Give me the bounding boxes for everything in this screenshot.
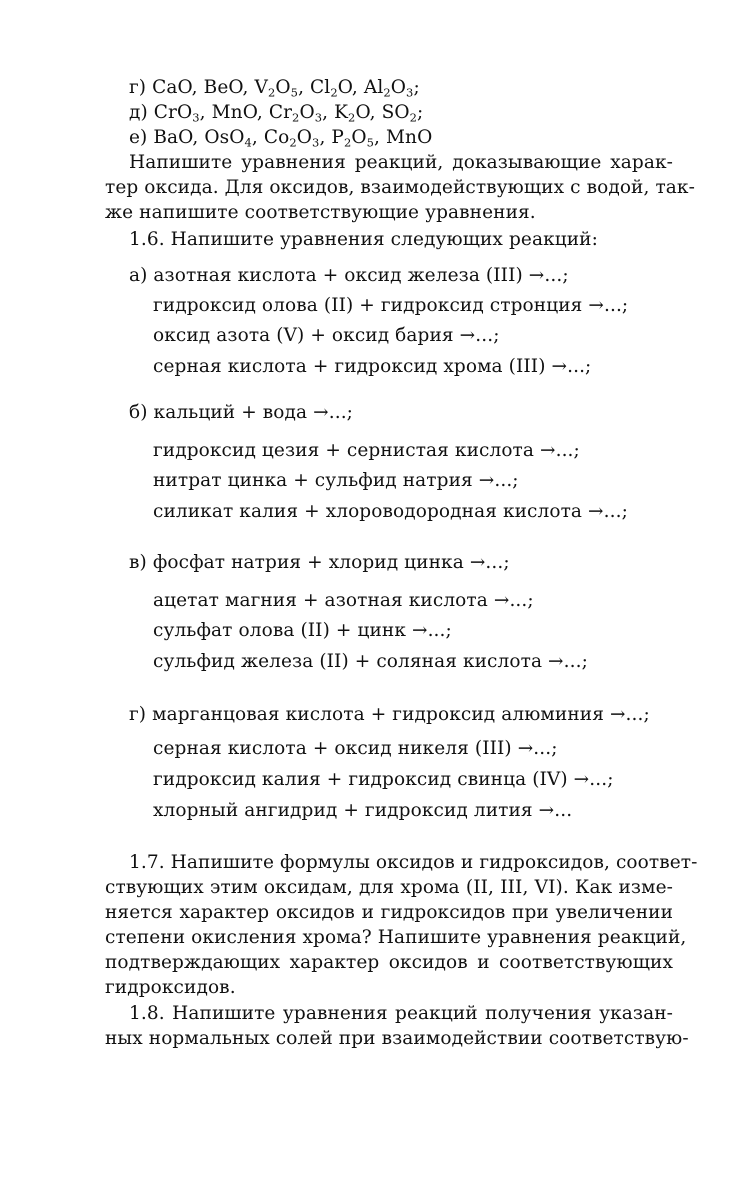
- paragraph-line: степени окисления хрома? Напишите уравнения реакций,: [105, 927, 687, 948]
- reaction-line: силикат калия + хлороводородная кислота →...;: [153, 501, 628, 522]
- reaction-line: сульфид железа (II) + соляная кислота →...;: [153, 651, 588, 672]
- subscript: 2: [409, 110, 418, 125]
- item-label: г): [129, 77, 153, 98]
- paragraph-line: тер оксида. Для оксидов, взаимодействующих с водой, так-: [105, 177, 695, 198]
- subscript: 3: [406, 85, 414, 100]
- paragraph-line: подтверждающих характер оксидов и соответствующих: [105, 952, 673, 973]
- subscript: 3: [192, 110, 200, 125]
- formula-text: O: [390, 77, 407, 98]
- reaction-line: хлорный ангидрид + гидроксид лития →...: [153, 800, 573, 821]
- task-title: 1.6. Напишите уравнения следующих реакций:: [129, 229, 598, 250]
- subscript: 3: [312, 135, 320, 150]
- paragraph-line: няется характер оксидов и гидроксидов при увеличении: [105, 902, 673, 923]
- formula-text: , P: [319, 127, 344, 148]
- formula-text: , MnO, Cr: [199, 102, 293, 123]
- reaction-line: ацетат магния + азотная кислота →...;: [153, 590, 534, 611]
- item-label: д): [129, 102, 154, 123]
- formula-text: , MnO: [374, 127, 433, 148]
- formula-text: BaO, OsO: [153, 127, 245, 148]
- reaction-line: в) фосфат натрия + хлорид цинка →...;: [129, 552, 510, 573]
- subscript: 2: [348, 110, 356, 125]
- oxide-line-d: [129, 101, 423, 125]
- formula-text: O: [299, 102, 315, 123]
- paragraph-line: 1.7. Напишите формулы оксидов и гидроксидов, соответ-: [129, 852, 698, 873]
- reaction-line: г) марганцовая кислота + гидроксид алюминия →...;: [129, 704, 650, 725]
- reaction-line: нитрат цинка + сульфид натрия →...;: [153, 470, 519, 491]
- subscript: 2: [289, 135, 297, 150]
- paragraph-line: Напишите уравнения реакций, доказывающие харак-: [129, 152, 673, 173]
- paragraph-line: гидроксидов.: [105, 977, 236, 998]
- reaction-line: оксид азота (V) + оксид бария →...;: [153, 325, 500, 346]
- reaction-line: серная кислота + оксид никеля (III) →...;: [153, 738, 558, 759]
- paragraph-line: ствующих этим оксидам, для хрома (II, III, VI). Как изме-: [105, 877, 673, 898]
- reaction-line: серная кислота + гидроксид хрома (III) →...;: [153, 356, 592, 377]
- item-label: е): [129, 127, 154, 148]
- formula-text: , Co: [251, 127, 290, 148]
- formula-text: O: [296, 127, 313, 148]
- subscript: 3: [314, 110, 323, 125]
- subscript: 5: [366, 135, 375, 150]
- paragraph-line: ных нормальных солей при взаимодействии соответствую-: [105, 1028, 689, 1049]
- oxide-line-g: [129, 76, 420, 100]
- formula-text: O, SO: [355, 102, 410, 123]
- reaction-line: гидроксид калия + гидроксид свинца (IV) →...;: [153, 769, 614, 790]
- oxide-line-e: [129, 126, 432, 150]
- formula-text: , Cl: [298, 77, 331, 98]
- formula-text: ;: [417, 102, 424, 123]
- subscript: 2: [267, 85, 276, 100]
- formula-text: CaO, BeO, V: [152, 77, 268, 98]
- subscript: 2: [343, 135, 352, 150]
- subscript: 2: [383, 85, 391, 100]
- paragraph-line: 1.8. Напишите уравнения реакций получения указан-: [129, 1003, 673, 1024]
- reaction-line: сульфат олова (II) + цинк →...;: [153, 620, 452, 641]
- formula-text: , K: [322, 102, 349, 123]
- reaction-line: б) кальций + вода →...;: [129, 402, 354, 423]
- formula-text: O: [275, 77, 291, 98]
- formula-text: ;: [413, 77, 420, 98]
- reaction-line: гидроксид цезия + сернистая кислота →...;: [153, 440, 580, 461]
- subscript: 4: [244, 135, 252, 150]
- formula-text: O: [351, 127, 367, 148]
- reaction-line: гидроксид олова (II) + гидроксид стронция →...;: [153, 295, 629, 316]
- paragraph-line: же напишите соответствующие уравнения.: [105, 202, 536, 223]
- reaction-line: а) азотная кислота + оксид железа (III) →...;: [129, 265, 569, 286]
- subscript: 5: [290, 85, 299, 100]
- formula-text: CrO: [153, 102, 193, 123]
- formula-text: O, Al: [337, 77, 384, 98]
- subscript: 2: [330, 85, 338, 100]
- subscript: 2: [292, 110, 300, 125]
